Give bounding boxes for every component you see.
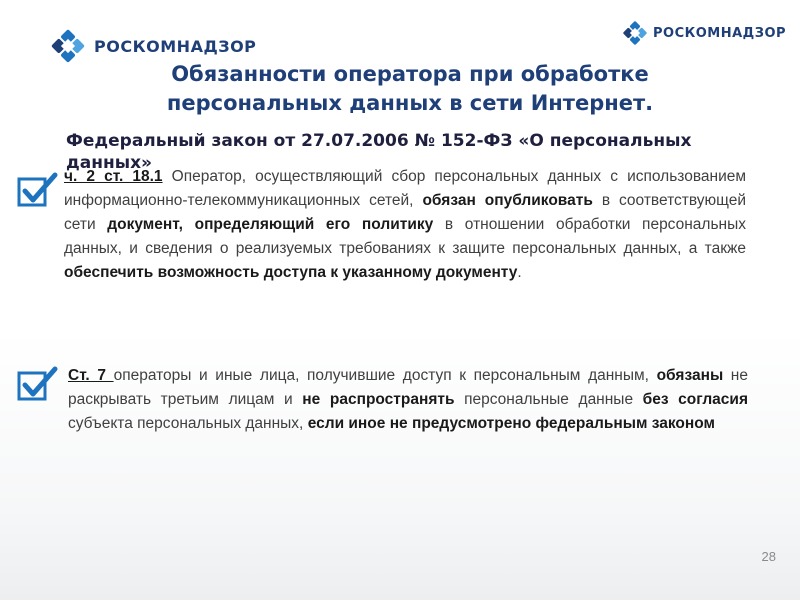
checkbox-check-icon bbox=[16, 172, 58, 210]
page-number: 28 bbox=[761, 549, 776, 564]
text-segment: операторы и иные лица, получившие доступ к персональным данным, bbox=[113, 367, 657, 384]
checkbox-check-icon bbox=[16, 366, 58, 404]
text-segment: в отношении обработки персональных данных, и сведения о реализуемых требованиях к защите персональных данных, а также bbox=[64, 216, 746, 257]
text-segment: в соответствующей сети bbox=[64, 192, 746, 233]
text-segment: не распространять bbox=[302, 391, 455, 408]
text-segment: обязаны bbox=[656, 367, 724, 384]
text-segment: документ, определяющий его политику bbox=[107, 216, 434, 233]
roskomnadzor-logo-secondary bbox=[622, 20, 786, 46]
roskomnadzor-emblem-icon bbox=[622, 20, 648, 46]
text-segment: если иное не предусмотрено федеральным законом bbox=[307, 415, 715, 432]
text-segment: Ст. 7 bbox=[68, 367, 114, 384]
roskomnadzor-emblem-icon bbox=[50, 28, 86, 64]
slide-title-line2: персональных данных в сети Интернет. bbox=[166, 91, 654, 115]
text-segment: не раскрывать третьим лицам и bbox=[68, 367, 748, 408]
brand-name-secondary: РОСКОМНАДЗОР bbox=[653, 25, 787, 41]
text-segment: обязан опубликовать bbox=[422, 192, 593, 209]
text-segment: субъекта персональных данных, bbox=[68, 415, 308, 432]
brand-name: РОСКОМНАДЗОР bbox=[94, 36, 257, 56]
text-segment: без согласия bbox=[642, 391, 748, 408]
slide-title-line1: Обязанности оператора при обработке bbox=[171, 62, 649, 86]
slide-title bbox=[100, 60, 720, 118]
text-segment: Оператор, осуществляющий сбор персональных данных с использованием информационно-телекоммуникационных сетей, bbox=[64, 168, 746, 209]
text-segment: ч. 2 ст. 18.1 bbox=[64, 168, 163, 185]
law-reference: Федеральный закон от 27.07.2006 № 152-ФЗ «О персональных данных» bbox=[66, 131, 692, 173]
text-segment: . bbox=[517, 264, 522, 281]
text-segment: персональные данные bbox=[454, 391, 643, 408]
obligation-paragraph-2 bbox=[68, 364, 748, 436]
text-segment: обеспечить возможность доступа к указанному документу bbox=[64, 264, 518, 281]
roskomnadzor-logo bbox=[50, 28, 256, 64]
obligation-paragraph-1 bbox=[64, 165, 746, 285]
